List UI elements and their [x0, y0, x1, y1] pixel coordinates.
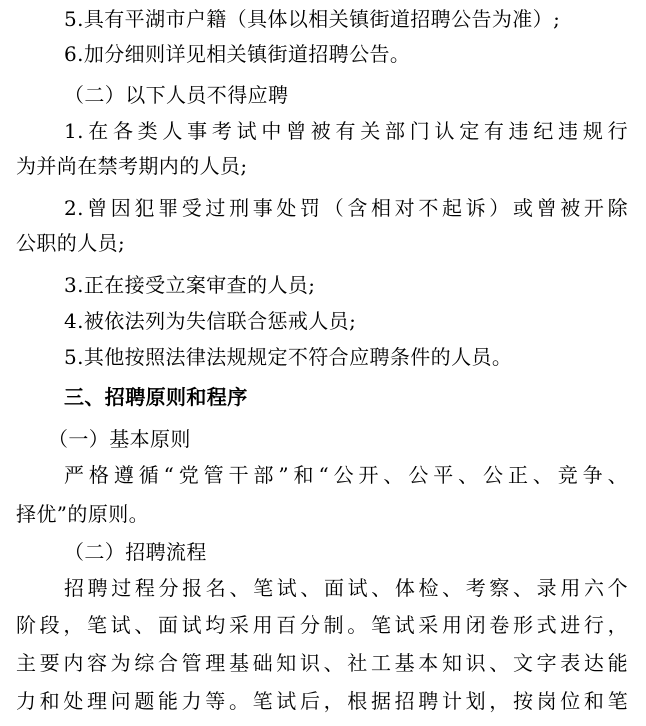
paragraph-line: 1.在各类人事考试中曾被有关部门认定有违纪违规行	[64, 119, 628, 143]
paragraph-line: 2.曾因犯罪受过刑事处罚（含相对不起诉）或曾被开除	[64, 196, 628, 220]
paragraph-line: 主要内容为综合管理基础知识、社工基本知识、文字表达能	[16, 651, 628, 675]
section-subheading: （二）以下人员不得应聘	[64, 83, 289, 107]
section-subheading: （二）招聘流程	[64, 540, 207, 564]
paragraph-line: 5.具有平湖市户籍（具体以相关镇街道招聘公告为准）;	[64, 7, 561, 31]
paragraph-line: 3.正在接受立案审查的人员;	[64, 273, 316, 297]
paragraph-line: 6.加分细则详见相关镇街道招聘公告。	[64, 42, 411, 66]
paragraph-line: 招聘过程分报名、笔试、面试、体检、考察、录用六个	[64, 576, 628, 600]
section-subheading: （一）基本原则	[48, 427, 191, 451]
paragraph-line: 择优”的原则。	[16, 502, 150, 526]
section-heading: 三、招聘原则和程序	[64, 385, 248, 409]
paragraph-line: 力和处理问题能力等。笔试后，根据招聘计划，按岗位和笔	[16, 689, 628, 713]
paragraph-line: 严格遵循“党管干部”和“公开、公平、公正、竞争、	[64, 463, 628, 487]
paragraph-line: 5.其他按照法律法规规定不符合应聘条件的人员。	[64, 345, 513, 369]
paragraph-line: 阶段，笔试、面试均采用百分制。笔试采用闭卷形式进行，	[16, 613, 628, 637]
paragraph-line: 4.被依法列为失信联合惩戒人员;	[64, 309, 357, 333]
paragraph-line: 公职的人员;	[16, 231, 126, 255]
paragraph-line: 为并尚在禁考期内的人员;	[16, 154, 248, 178]
